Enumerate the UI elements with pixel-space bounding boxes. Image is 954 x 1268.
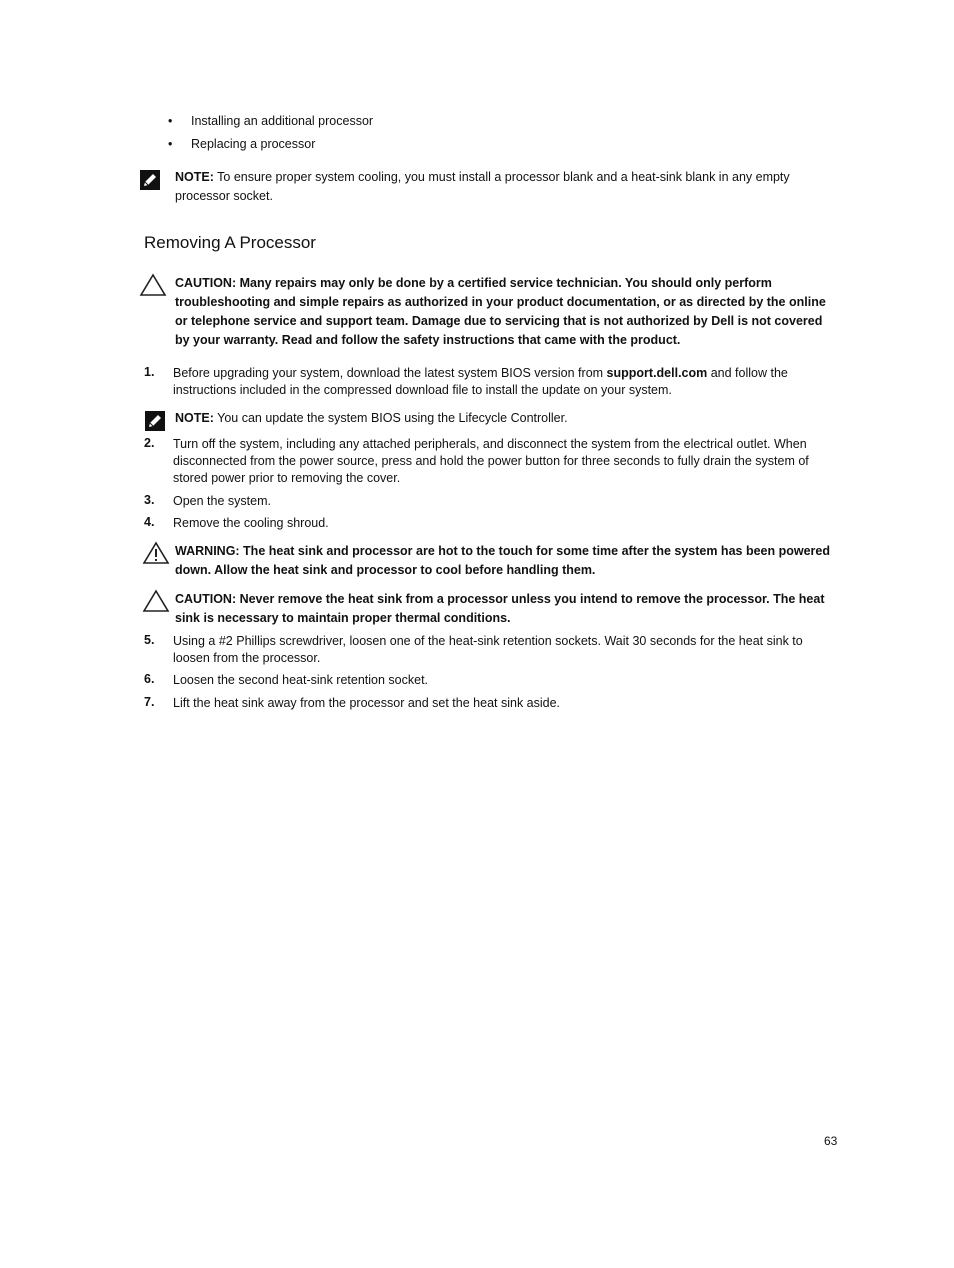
section-title: Removing A Processor <box>144 233 316 252</box>
warning-triangle-icon <box>142 541 170 565</box>
note-text: To ensure proper system cooling, you must install a processor blank and a heat-sink blank in any empty processor socket. <box>175 170 790 203</box>
bullet-dot: • <box>168 137 173 151</box>
list-item <box>168 136 808 159</box>
bullet-dot: • <box>168 114 173 128</box>
step-text <box>173 365 839 399</box>
step-text: Turn off the system, including any attached peripherals, and disconnect the system from the electrical outlet. When disconnected from the power source, press and hold the power button for three seconds to fully drain the system of stored power prior to removing the cover. <box>173 437 809 485</box>
note-pencil-icon <box>140 170 160 190</box>
step-text-part: and follow the instructions included in the compressed download file to install the update on your system. <box>173 366 788 397</box>
step-text-part: Before upgrading your system, download the latest system BIOS version from <box>173 366 607 380</box>
caution-repairs: CAUTION: Many repairs may only be done by a certified service technician. You should only perform troubleshooting and simple repairs as authorized in your product documentation, or as directed by the online or telephone service and support team. Damage due to servicing that is not authorized by Dell is not covered by your warranty. Read and follow the safety instructions that came with the product. <box>175 276 826 347</box>
note-label: NOTE: <box>175 170 214 184</box>
step-text: Lift the heat sink away from the processor and set the heat sink aside. <box>173 696 561 710</box>
page-number: 63 <box>824 1134 838 1148</box>
bullet-text: Replacing a processor <box>191 137 316 151</box>
step-text: Remove the cooling shroud. <box>173 516 329 530</box>
step-number: 5. <box>144 633 155 647</box>
step-number: 2. <box>144 436 155 450</box>
step-text: Open the system. <box>173 494 271 508</box>
warning-hot-heat-sink: WARNING: The heat sink and processor are hot to the touch for some time after the system has been powered down. Allow the heat sink and processor to cool before handling them. <box>175 544 830 577</box>
step-text: Loosen the second heat-sink retention socket. <box>173 673 429 687</box>
note-text: You can update the system BIOS using the Lifecycle Controller. <box>213 411 568 425</box>
bullet-list <box>168 113 808 159</box>
note-processor-blank <box>175 168 835 206</box>
bullet-text: Installing an additional processor <box>191 114 374 128</box>
caution-triangle-icon <box>142 589 170 613</box>
step-number: 6. <box>144 672 155 686</box>
step-number: 4. <box>144 515 155 529</box>
caution-triangle-icon <box>139 273 167 297</box>
caution-heat-sink: CAUTION: Never remove the heat sink from a processor unless you intend to remove the processor. The heat sink is necessary to maintain proper thermal conditions. <box>175 592 825 625</box>
step-number: 1. <box>144 365 155 379</box>
note-label: NOTE: <box>175 411 214 425</box>
note-pencil-icon <box>145 411 165 431</box>
support-link[interactable]: support.dell.com <box>606 366 708 380</box>
step-number: 3. <box>144 493 155 507</box>
step-text: Using a #2 Phillips screwdriver, loosen one of the heat-sink retention sockets. Wait 30 seconds for the heat sink to loosen from the processor. <box>173 634 803 665</box>
note-lifecycle-controller <box>175 409 835 428</box>
list-item <box>168 113 808 136</box>
step-number: 7. <box>144 695 155 709</box>
